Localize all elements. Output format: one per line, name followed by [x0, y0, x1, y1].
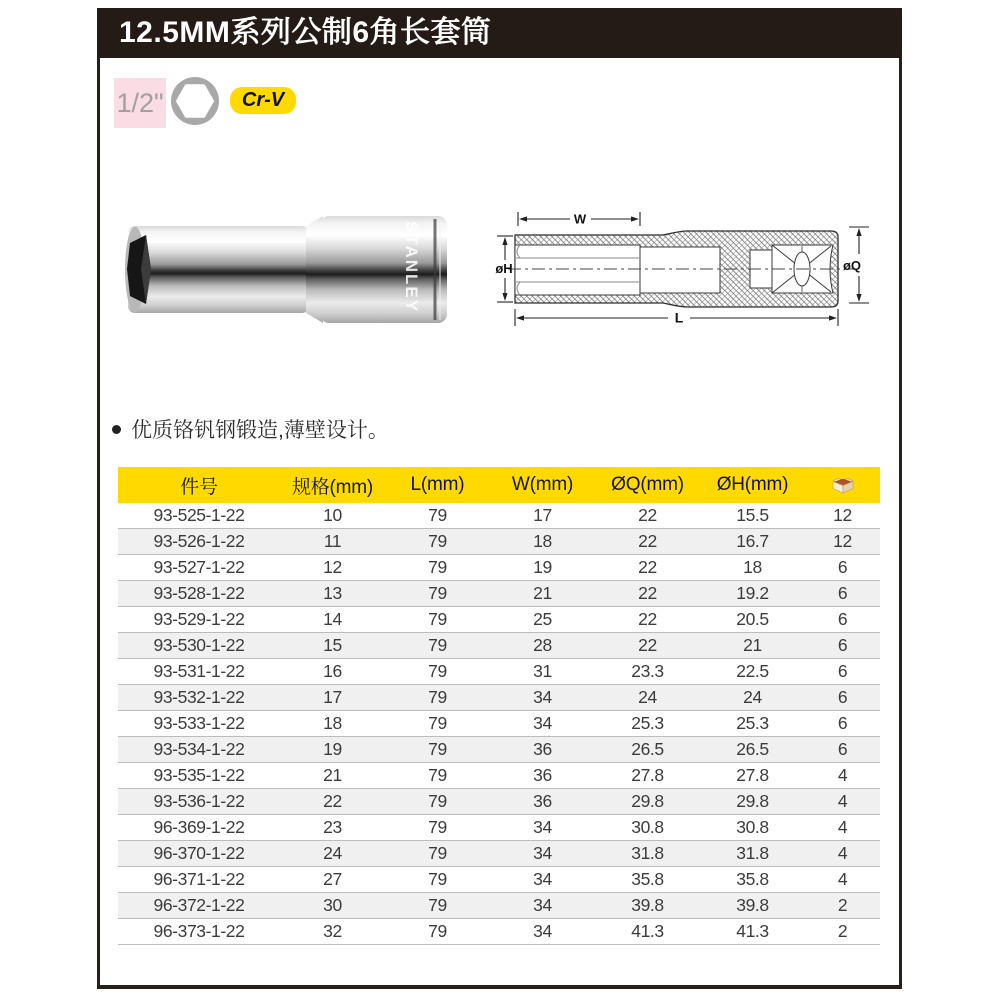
table-cell: 79	[428, 895, 447, 915]
table-cell: 79	[428, 531, 447, 551]
table-row	[118, 503, 880, 529]
table-cell: 34	[533, 921, 552, 941]
table-cell: 93-533-1-22	[153, 713, 245, 733]
table-row	[118, 763, 880, 789]
table-cell: 21	[743, 635, 762, 655]
package-box-icon	[830, 475, 856, 495]
table-cell: 28	[533, 635, 552, 655]
table-cell: 4	[837, 817, 848, 837]
table-cell: 17	[323, 687, 342, 707]
column-header-oh: ØH(mm)	[700, 467, 805, 503]
column-header-w: W(mm)	[490, 467, 595, 503]
table-cell: 25.3	[631, 713, 664, 733]
table-cell: 18	[533, 531, 552, 551]
table-cell: 22	[638, 505, 657, 525]
table-cell: 22	[638, 531, 657, 551]
table-cell: 79	[428, 635, 447, 655]
table-row	[118, 529, 880, 555]
table-cell: 25.3	[736, 713, 769, 733]
feature-text: 优质铬钒钢锻造,薄壁设计。	[131, 419, 389, 442]
table-cell: 25	[533, 609, 552, 629]
table-cell: 34	[533, 895, 552, 915]
table-row	[118, 815, 880, 841]
table-row	[118, 789, 880, 815]
table-cell: 93-531-1-22	[153, 661, 245, 681]
table-cell: 79	[428, 869, 447, 889]
page-title: 12.5MM系列公制6角长套筒	[119, 16, 492, 49]
table-cell: 93-532-1-22	[153, 687, 245, 707]
table-cell: 93-534-1-22	[153, 739, 245, 759]
table-cell: 27.8	[736, 765, 769, 785]
table-cell: 6	[837, 661, 848, 681]
table-cell: 24	[323, 843, 342, 863]
table-cell: 36	[533, 791, 552, 811]
table-cell: 19	[533, 557, 552, 577]
table-cell: 6	[837, 687, 848, 707]
table-cell: 79	[428, 791, 447, 811]
title-bar	[97, 8, 902, 58]
table-cell: 79	[428, 817, 447, 837]
dim-label-w: W	[573, 211, 587, 227]
table-row	[118, 607, 880, 633]
table-cell: 21	[533, 583, 552, 603]
table-cell: 19	[323, 739, 342, 759]
table-cell: 18	[323, 713, 342, 733]
table-row	[118, 867, 880, 893]
table-row	[118, 919, 880, 945]
table-cell: 39.8	[631, 895, 664, 915]
table-cell: 27.8	[631, 765, 664, 785]
table-cell: 30.8	[631, 817, 664, 837]
table-cell: 10	[323, 505, 342, 525]
table-cell: 26.5	[736, 739, 769, 759]
table-row	[118, 841, 880, 867]
table-cell: 41.3	[631, 921, 664, 941]
page-frame-left	[97, 8, 100, 989]
table-cell: 96-369-1-22	[153, 817, 245, 837]
table-row	[118, 581, 880, 607]
page-frame-right	[899, 8, 902, 989]
table-cell: 96-370-1-22	[153, 843, 245, 863]
table-cell: 93-536-1-22	[153, 791, 245, 811]
table-cell: 16	[323, 661, 342, 681]
crv-label: Cr-V	[241, 89, 285, 111]
table-cell: 79	[428, 843, 447, 863]
dim-label-l: L	[674, 309, 684, 326]
feature-bullet	[112, 414, 389, 444]
table-cell: 12	[323, 557, 342, 577]
table-cell: 18	[743, 557, 762, 577]
table-cell: 34	[533, 817, 552, 837]
table-cell: 79	[428, 583, 447, 603]
table-cell: 31	[533, 661, 552, 681]
table-row	[118, 711, 880, 737]
table-cell: 34	[533, 713, 552, 733]
table-cell: 31.8	[631, 843, 664, 863]
dimension-diagram	[480, 190, 900, 350]
table-cell: 32	[323, 921, 342, 941]
table-cell: 14	[323, 609, 342, 629]
table-cell: 96-373-1-22	[153, 921, 245, 941]
table-cell: 20.5	[736, 609, 769, 629]
table-cell: 34	[533, 869, 552, 889]
table-cell: 79	[428, 609, 447, 629]
table-row	[118, 633, 880, 659]
table-row	[118, 893, 880, 919]
table-cell: 6	[837, 713, 848, 733]
table-cell: 93-527-1-22	[153, 557, 245, 577]
table-cell: 31.8	[736, 843, 769, 863]
table-cell: 21	[323, 765, 342, 785]
table-cell: 6	[837, 557, 848, 577]
column-header-part-no: 件号	[118, 467, 280, 503]
table-cell: 22	[638, 609, 657, 629]
table-header-row	[118, 467, 880, 503]
table-cell: 22	[638, 583, 657, 603]
table-cell: 30.8	[736, 817, 769, 837]
table-cell: 36	[533, 739, 552, 759]
table-cell: 4	[837, 869, 848, 889]
table-cell: 79	[428, 687, 447, 707]
table-cell: 6	[837, 739, 848, 759]
table-cell: 93-529-1-22	[153, 609, 245, 629]
table-cell: 6	[837, 583, 848, 603]
page-frame-bottom	[97, 985, 902, 989]
column-header-oq: ØQ(mm)	[595, 467, 700, 503]
column-header-size: 规格(mm)	[280, 467, 385, 503]
table-cell: 93-525-1-22	[153, 505, 245, 525]
table-cell: 19.2	[736, 583, 769, 603]
table-cell: 79	[428, 661, 447, 681]
table-cell: 79	[428, 921, 447, 941]
table-cell: 24	[743, 687, 762, 707]
table-cell: 34	[533, 687, 552, 707]
brand-engraving: STANLEY	[402, 221, 421, 314]
table-cell: 11	[323, 531, 342, 551]
dim-label-oq: øQ	[842, 258, 862, 273]
column-header-l: L(mm)	[385, 467, 490, 503]
table-cell: 24	[638, 687, 657, 707]
table-row	[118, 737, 880, 763]
table-cell: 23.3	[631, 661, 664, 681]
table-cell: 17	[533, 505, 552, 525]
spec-table	[118, 467, 880, 945]
column-header-pack	[805, 467, 880, 503]
table-cell: 26.5	[631, 739, 664, 759]
table-cell: 22	[638, 557, 657, 577]
table-cell: 29.8	[631, 791, 664, 811]
table-cell: 15	[323, 635, 342, 655]
table-cell: 41.3	[736, 921, 769, 941]
table-cell: 4	[837, 765, 848, 785]
table-cell: 15.5	[736, 505, 769, 525]
drive-size-label: 1/2"	[116, 87, 164, 118]
table-cell: 93-535-1-22	[153, 765, 245, 785]
drive-size-badge	[114, 78, 166, 128]
table-cell: 34	[533, 843, 552, 863]
table-cell: 79	[428, 713, 447, 733]
table-cell: 93-528-1-22	[153, 583, 245, 603]
crv-material-badge	[230, 87, 296, 114]
table-cell: 39.8	[736, 895, 769, 915]
dim-label-oh: øH	[495, 261, 513, 276]
table-cell: 22	[323, 791, 342, 811]
table-cell: 22.5	[736, 661, 769, 681]
table-cell: 16.7	[736, 531, 769, 551]
bullet-dot-icon	[112, 425, 121, 434]
table-cell: 79	[428, 557, 447, 577]
table-cell: 4	[837, 843, 848, 863]
table-cell: 93-530-1-22	[153, 635, 245, 655]
table-cell: 36	[533, 765, 552, 785]
spec-table-body	[118, 503, 880, 945]
table-cell: 2	[837, 921, 848, 941]
table-cell: 22	[638, 635, 657, 655]
table-cell: 93-526-1-22	[153, 531, 245, 551]
table-cell: 79	[428, 739, 447, 759]
table-cell: 23	[323, 817, 342, 837]
table-cell: 27	[323, 869, 342, 889]
table-cell: 13	[323, 583, 342, 603]
hex-socket-cross-section-icon	[169, 75, 221, 127]
table-cell: 4	[837, 791, 848, 811]
table-cell: 6	[837, 635, 848, 655]
table-cell: 35.8	[736, 869, 769, 889]
table-row	[118, 659, 880, 685]
table-cell: 2	[837, 895, 848, 915]
table-cell: 12	[833, 505, 852, 525]
table-row	[118, 685, 880, 711]
table-cell: 79	[428, 505, 447, 525]
table-cell: 6	[837, 609, 848, 629]
table-cell: 96-372-1-22	[153, 895, 245, 915]
table-cell: 35.8	[631, 869, 664, 889]
table-cell: 79	[428, 765, 447, 785]
table-cell: 30	[323, 895, 342, 915]
table-row	[118, 555, 880, 581]
product-photo	[122, 203, 460, 335]
table-cell: 29.8	[736, 791, 769, 811]
table-cell: 12	[833, 531, 852, 551]
table-cell: 96-371-1-22	[153, 869, 245, 889]
